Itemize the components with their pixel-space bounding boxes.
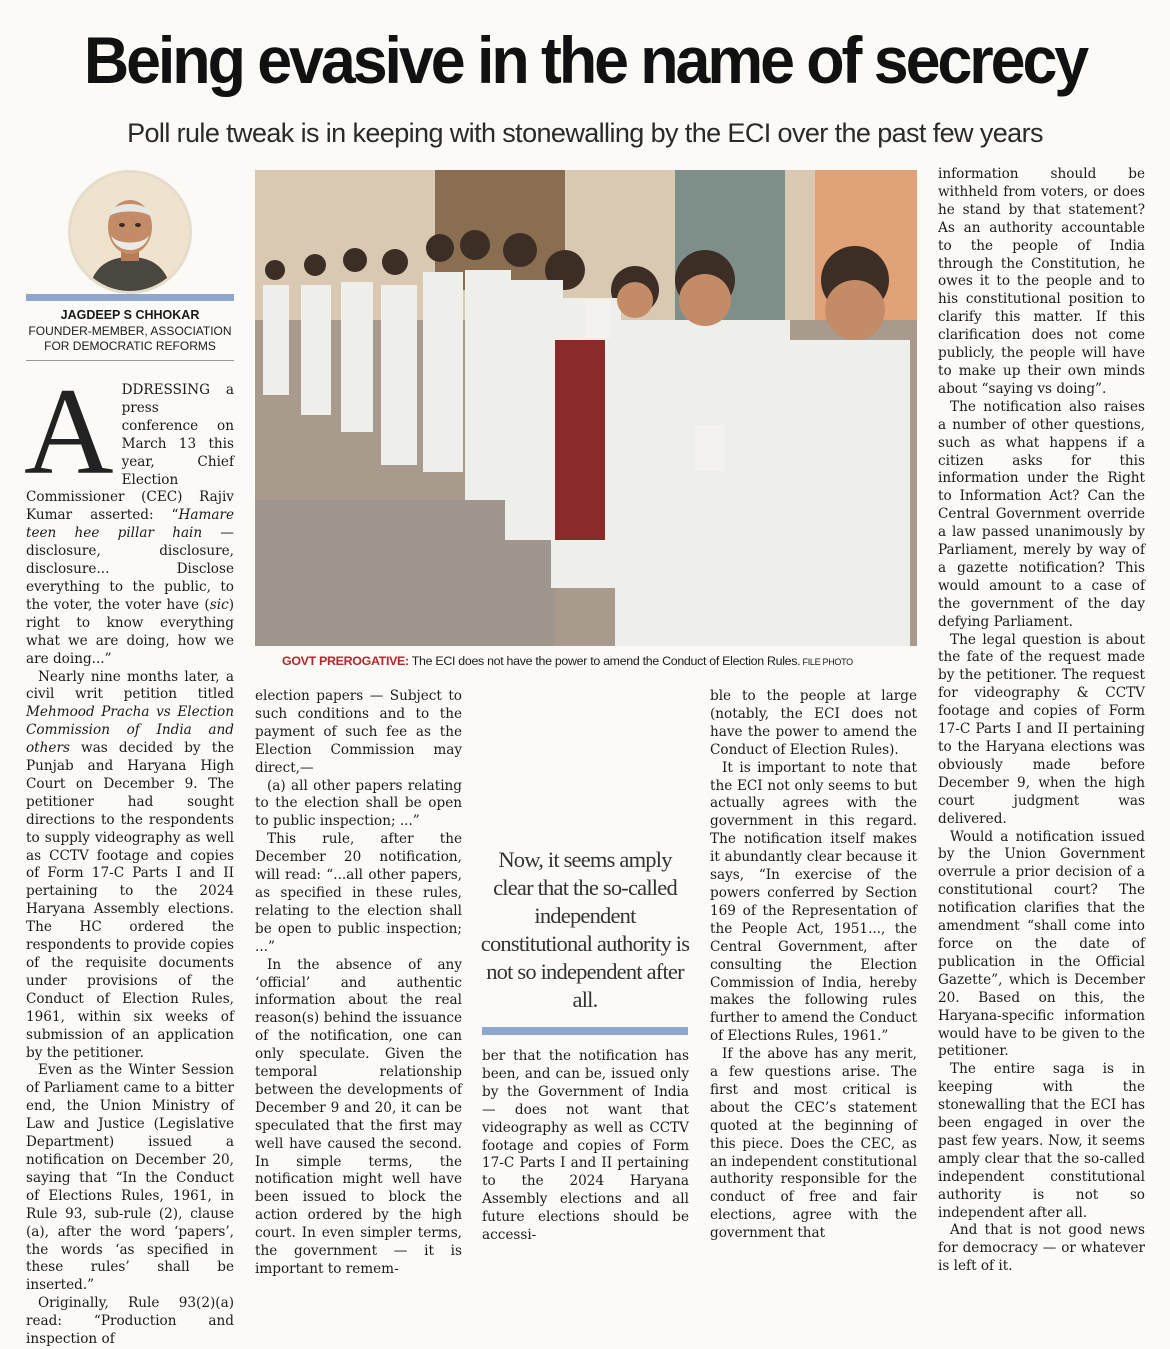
- author-name: JAGDEEP S CHHOKAR: [60, 308, 200, 322]
- column-5: [938, 166, 1145, 1276]
- photo-caption: [282, 654, 922, 668]
- news-photo: [255, 170, 917, 646]
- author-role-line: FOR DEMOCRATIC REFORMS: [44, 339, 216, 353]
- headline: Being evasive in the name of secrecy: [83, 23, 1087, 97]
- paragraph: information should be withheld from voters, or does he stand by that statement? As an authority accountable to the people of India through the Constitution, he owes it to the people and to his constitutional position to clarify this matter. If this clarification does not come publicly, the people will have to make up their own minds about “saying vs doing”.: [938, 166, 1145, 397]
- paragraph: In the absence of any ‘official’ and authentic information about the real reason(s) behind the issuance of the notification, one can only speculate. Given the temporal relationship between the developments of December 9 and 20, it can be speculated that the first may well have caused the second. In simple terms, the notification might well have been issued to block the action ordered by the high court. In even simpler terms, the government — it is important to remem-: [255, 956, 462, 1277]
- author-role: [26, 324, 234, 354]
- column-4: [710, 688, 917, 1243]
- paragraph: Even as the Winter Session of Parliament came to a bitter end, the Union Ministry of Law and Justice (Legislative Department) issued a notification on December 20, saying that “In the Conduct of Elections Rules, 1961, in Rule 93, sub-rule (2), clause (a), after the word ‘papers’, the words ‘as specified in these rules’ shall be inserted.”: [26, 1062, 234, 1294]
- case-title-italic: Mehmood Pracha vs Election Commission of India and others: [26, 704, 234, 757]
- pull-quote: Now, it seems amply clear that the so-called independent constitutional authority is not so independent after all.: [480, 847, 690, 1012]
- author-avatar: [68, 170, 192, 294]
- column-3: [482, 1048, 689, 1245]
- paragraph-text: ) right to know everything what we are doing, how we are doing...”: [26, 596, 234, 667]
- drop-cap: A: [24, 363, 114, 500]
- paragraph: And that is not good news for democracy — or whatever is left of it.: [938, 1222, 1145, 1275]
- paragraph: This rule, after the December 20 notification, will read: “...all other papers, as specified in these rules, relating to the election shall be open to public inspection; ...”: [255, 831, 462, 955]
- divider: [26, 360, 234, 361]
- paragraph: It is important to note that the ECI not only seems to but actually agrees with the government in this regard. The notification itself makes it abundantly clear because it says, “In exercise of the powers conferred by Section 169 of the Representation of the People Act, 1951..., the Central Government, after consulting the Election Commission of India, hereby makes the following rules further to amend the Conduct of Elections Rules, 1961.”: [710, 759, 917, 1045]
- paragraph: election papers — Subject to such conditions and to the payment of such fee as the Election Commission may direct,—: [255, 688, 462, 776]
- photo-credit: FILE PHOTO: [800, 657, 853, 667]
- paragraph-text: — disclosure, disclosure, disclosure... Disclose everything to the public, to the voter, the voter have (: [26, 525, 234, 613]
- paragraph: ber that the notification has been, and can be, issued only by the Government of India — does not want that videography as well as CCTV footage and copies of Form 17-C Parts I and II pertaining to the 2024 Haryana Assembly elections and all future elections should be accessi-: [482, 1048, 689, 1244]
- paragraph-text: was decided by the Punjab and Haryana High Court on December 9. The petitioner had sought directions to the respondents to supply videography as well as CCTV footage and copies of Form 17-C Parts I and II pertaining to the 2024 Haryana Assembly elections. The HC ordered the respondents to provide copies of the requisite documents under provisions of the Conduct of Election Rules, 1961, within six weeks of submission of an application by the petitioner.: [26, 740, 234, 1061]
- paragraph-text: DDRESSING a press conference on March 13 this year, Chief Election Commissioner (CEC) Rajiv Kumar asserted: “: [26, 382, 234, 524]
- author-accent-bar: [26, 294, 234, 301]
- deck-subheading: Poll rule tweak is in keeping with stonewalling by the ECI over the past few years: [127, 118, 1043, 148]
- sic-italic: sic: [209, 596, 229, 613]
- paragraph: The notification also raises a number of other questions, such as what happens if a citizen asks for this information under the Right to Information Act? Can the Central Government override a law passed unanimously by Parliament, merely by way of a gazette notification? This would amount to a case of the government of the day defying Parliament.: [938, 398, 1145, 630]
- caption-text: The ECI does not have the power to amend the Conduct of Election Rules.: [408, 654, 801, 668]
- paragraph-text: Nearly nine months later, a civil writ petition titled: [26, 668, 234, 703]
- paragraph: The legal question is about the fate of the request made by the petitioner. The request for videography & CCTV footage and copies of Form 17-C Parts I and II pertaining to the Haryana elections was obviously made before December 9, when the high court judgment was delivered.: [938, 631, 1145, 827]
- column-2: [255, 688, 462, 1279]
- paragraph: Originally, Rule 93(2)(a) read: “Production and inspection of: [26, 1295, 234, 1348]
- paragraph: Would a notification issued by the Union Government overrule a prior decision of a constitutional court? The notification clarifies that the amendment “shall come into force on the date of publication in the Official Gazette”, which is December 20. Based on this, the Haryana-specific information would have to be given to the petitioner.: [938, 828, 1145, 1060]
- paragraph: (a) all other papers relating to the election shall be open to public inspection; ...”: [255, 777, 462, 830]
- author-role-line: FOUNDER-MEMBER, ASSOCIATION: [28, 324, 232, 338]
- pull-quote-accent-bar: [482, 1027, 688, 1035]
- paragraph: The entire saga is in keeping with the stonewalling that the ECI has been engaged in over the past few years. Now, it seems amply clear that the so-called independent constitutional authority is not so independent after all.: [938, 1061, 1145, 1221]
- caption-tag: GOVT PREROGATIVE:: [282, 654, 409, 668]
- column-1: [24, 363, 234, 1349]
- quote-italic: Hamare teen hee pillar hain: [26, 507, 234, 542]
- paragraph: ble to the people at large (notably, the ECI does not have the power to amend the Conduct of Election Rules).: [710, 688, 917, 758]
- paragraph: If the above has any merit, a few questions arise. The first and most critical is about the CEC’s statement quoted at the beginning of this piece. Does the CEC, as an independent constitutional authority responsible for the conduct of free and fair elections, agree with the government that: [710, 1046, 917, 1242]
